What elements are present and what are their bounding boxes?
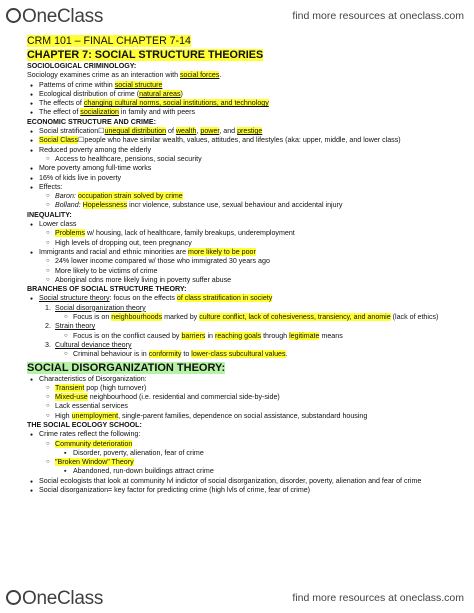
list-item: ○ High unemployment, single-parent families, dependence on social assistance, substandard housing (27, 412, 459, 421)
numbered-item: 1. Social disorganization theory (45, 303, 146, 312)
arrow-icon: ☐ (98, 127, 105, 136)
heading-branches: BRANCHES OF SOCIAL STRUCTURE THEORY: (27, 285, 187, 294)
list-item: ▪ Abandoned, run-down buildings attract crime (27, 467, 459, 476)
list-item: ● 16% of kids live in poverty (27, 174, 459, 183)
list-item: ○ Transient pop (high turnover) (27, 384, 459, 393)
section-title-social-disorganization: SOCIAL DISORGANIZATION THEORY: (27, 361, 226, 374)
brand-text: OneClass (22, 588, 104, 609)
list-item: ● Characteristics of Disorganization: (27, 375, 459, 384)
list-item: ○ Access to healthcare, pensions, social security (27, 155, 459, 164)
numbered-item: 3. Cultural deviance theory (45, 340, 132, 349)
list-item: ○ High levels of dropping out, teen pregnancy (27, 239, 459, 248)
heading-economic-structure: ECONOMIC STRUCTURE AND CRIME: (27, 117, 156, 126)
intro-line: Sociology examines crime as an interaction with social forces. (27, 71, 222, 80)
list-item: ○ Criminal behaviour is in conformity to lower-class subcultural values. (27, 350, 459, 359)
heading-social-ecology: THE SOCIAL ECOLOGY SCHOOL: (27, 420, 142, 429)
list-item: ● Immigrants and racial and ethnic minorities are more likely to be poor (27, 248, 459, 257)
list-item: ● Social structure theory: focus on the effects of class stratification in society (27, 294, 459, 303)
course-title: CRM 101 – FINAL CHAPTER 7-14 (27, 35, 191, 47)
numbered-item: 2. Strain theory (45, 322, 96, 331)
heading-inequality: INEQUALITY: (27, 210, 72, 219)
arrow-icon: ☐ (78, 136, 85, 145)
list-item: ○ "Broken Window" Theory (27, 458, 459, 467)
list-item: ○ Aboriginal cdns more likely living in poverty suffer abuse (27, 276, 459, 285)
list-item: ○ Focus is on the conflict caused by barriers in reaching goals through legitimate means (27, 332, 459, 341)
list-item: ● More poverty among full-time works (27, 164, 459, 173)
list-item: ● Lower class (27, 220, 459, 229)
list-item: ● Social disorganization= key factor for predicting crime (high lvls of crime, fear of crime) (27, 486, 459, 495)
oneclass-logo-footer[interactable] (6, 588, 103, 610)
list-item: ● Ecological distribution of crime (natural areas) (27, 90, 459, 99)
list-item: ○ Bolland: Hopelessness incr violence, substance use, sexual behaviour and accidental injury (27, 201, 459, 210)
document-body (27, 34, 459, 495)
list-item: ○ Focus is on neighbourhoods marked by culture conflict, lack of cohesiveness, transiency, and anomie (lack of ethics) (27, 313, 459, 322)
logo-circle-icon (6, 590, 21, 605)
list-item: ● Social Class☐people who have similar wealth, values, attitudes, and lifestyles (aka: upper, middle, and lower class) (27, 136, 459, 145)
list-item: ● Effects: (27, 183, 459, 192)
logo-circle-icon (6, 8, 21, 23)
list-item: ▪ Disorder, poverty, alienation, fear of crime (27, 449, 459, 458)
list-item: ● The effect of socialization in family and with peers (27, 108, 459, 117)
list-item: ● The effects of changing cultural norms, social institutions, and technology (27, 99, 459, 108)
list-item: ○ Mixed-use neighbourhood (i.e. residential and commercial side-by-side) (27, 393, 459, 402)
footer-tagline[interactable]: find more resources at oneclass.com (292, 592, 464, 604)
chapter-title: CHAPTER 7: SOCIAL STRUCTURE THEORIES (27, 49, 264, 61)
list-item: ○ Lack essential services (27, 402, 459, 411)
header-tagline[interactable]: find more resources at oneclass.com (292, 10, 464, 22)
list-item: ● Reduced poverty among the elderly (27, 146, 459, 155)
list-item: ● Social stratification☐unequal distribution of wealth, power, and prestige (27, 127, 459, 136)
list-item: ○ Problems w/ housing, lack of healthcare, family breakups, underemployment (27, 229, 459, 238)
list-item: ○ 24% lower income compared w/ those who immigrated 30 years ago (27, 257, 459, 266)
list-item: ● Crime rates reflect the following: (27, 430, 459, 439)
oneclass-logo-header[interactable] (6, 6, 103, 28)
brand-text: OneClass (22, 6, 104, 27)
list-item: ○ Community deterioration (27, 440, 459, 449)
heading-sociological-criminology: SOCIOLOGICAL CRIMINOLOGY: (27, 62, 137, 70)
list-item: ● Social ecologists that look at community lvl indictor of social disorganization, disorder, poverty, alienation and fear of crime (27, 477, 459, 486)
list-item: ○ More likely to be victims of crime (27, 267, 459, 276)
list-item: ● Patterns of crime within social structure (27, 81, 459, 90)
list-item: ○ Baron: occupation strain solved by crime (27, 192, 459, 201)
